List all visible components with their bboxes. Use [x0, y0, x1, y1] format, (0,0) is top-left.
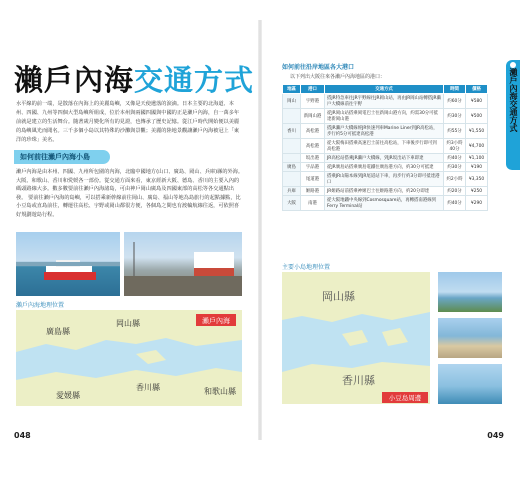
- cell-area: 岡山: [283, 94, 301, 109]
- body-paragraph: 瀨戶內海是由本州、四國、九州所包圍的內海，北臨中國地方(山口、廣島、岡山、兵庫)縣的外海。大阪、和歌山、香川和愛媛各一部份。從交通方面來看，東京經新大阪、德島、香川的主要入內的碼頭路線大多。數多數要前往瀨戶內海諸島，可由神戶岡山廣島及四國東部的高松等各交通點出發。 要前往瀨戶內海的島嶼，可以搭乘新幹線前往岡山、廣島、福山等地為島旅行的起點據點，比小豆島或直島前往，轉運往高松、宇野或岡山都很方便，各個島之間也有渡輪航線往返，可依照喜好規劃遊島行程。: [16, 169, 244, 218]
- route-table: [282, 84, 488, 211]
- cell-desc: 搭JR瀨戶大橋線經JR快速列車Marine Liner到JR高松站，步行約5分可抵達高松港: [325, 124, 444, 139]
- cell-port: 高松港: [301, 139, 325, 154]
- cell-area: 兵庫: [283, 187, 301, 196]
- seto-map-illustration: [16, 310, 242, 406]
- cell-area: 廣島: [283, 163, 301, 172]
- ferry-illustration: [16, 232, 120, 296]
- table-row: [283, 196, 488, 211]
- cell-area: 香川: [283, 124, 301, 139]
- cell-port: 宇品港: [301, 163, 325, 172]
- header-port: 港口: [301, 85, 325, 94]
- ferry-photo: [16, 232, 120, 296]
- cell-price: ¥4,700: [466, 139, 488, 154]
- cell-port: 尾道港: [301, 172, 325, 187]
- cell-time: 約2小時: [444, 172, 466, 187]
- seto-map: [16, 310, 242, 406]
- islands-map: [282, 272, 430, 404]
- cell-area: [283, 154, 301, 163]
- table-row: [283, 124, 488, 139]
- harbor-photo: [124, 232, 242, 296]
- island-photo-3: [438, 364, 502, 404]
- map-tag-seto: 瀨戶內海: [202, 317, 230, 325]
- cell-desc: 從大阪地鐵中央線到Cosmosquare站，再轉搭南港線到Ferry Terminal站: [325, 196, 444, 211]
- table-row: [283, 163, 488, 172]
- map-okayama: 岡山縣: [116, 319, 140, 328]
- map-tag-shodoshima: 小豆島周邊: [388, 394, 422, 402]
- cell-time: 約40分: [444, 196, 466, 211]
- page-number-right: 049: [487, 431, 504, 440]
- cell-time: 約30分: [444, 109, 466, 124]
- cell-time: 約30分: [444, 163, 466, 172]
- title-cyan: 交通方式: [134, 63, 255, 97]
- cell-desc: 從大阪梅田搭乘高速巴士前往高松站，下車後步行即可到高松港: [325, 139, 444, 154]
- right-section-title: 如何前往沿岸地區各大港口: [282, 64, 355, 71]
- map-wakayama: 和歌山縣: [204, 387, 236, 396]
- chapter-side-title: 瀨戶內海交通方式: [509, 68, 518, 132]
- cell-desc: 從JR岡山站搭乘岡電巴士往新岡山港方向，約需30分可抵達新岡山港: [325, 109, 444, 124]
- cell-time: 約20分: [444, 187, 466, 196]
- cell-port: 宇野港: [301, 94, 325, 109]
- map-kagawa-r: 香川縣: [342, 374, 375, 387]
- cell-port: 新岡山港: [301, 109, 325, 124]
- cell-price: ¥250: [466, 187, 488, 196]
- cell-area: [283, 139, 301, 154]
- map-okayama-r: 岡山縣: [322, 290, 355, 303]
- cell-price: ¥290: [466, 196, 488, 211]
- map-label-left: 瀨戶內海地理位置: [16, 302, 65, 309]
- header-desc: 交通方式: [325, 85, 444, 94]
- island-photo-2: [438, 318, 502, 358]
- table-row: [283, 187, 488, 196]
- page-title: [14, 58, 254, 99]
- right-page: [260, 0, 520, 500]
- cell-port: 姬路港: [301, 187, 325, 196]
- cell-time: 約60分: [444, 94, 466, 109]
- table-row: [283, 172, 488, 187]
- cell-area: [283, 172, 301, 187]
- right-subtitle: 以下列出大阪往來各瀨戶內海地區的港口：: [290, 74, 386, 80]
- map-kagawa: 香川縣: [136, 383, 160, 392]
- title-black: 瀨戶內海: [14, 63, 135, 97]
- map-hiroshima: 廣島縣: [46, 327, 70, 336]
- cell-desc: JR姬路站前搭乘神姬巴士往姬路港方向，約20分即達: [325, 187, 444, 196]
- cell-price: ¥580: [466, 94, 488, 109]
- intro-paragraph: 水平線的前一端，是散落在內海上的美麗島嶼，又像是天使遺落的淚滴。日本主要的北海道、本州、四國、九州等四個大型島嶼所組成，位於本州與兩國四國與中國的正是瀨戶內海，自一萬多年前就是建立的生活舞台。隨著歲月變化所有的見證，也傳承了歷史記憶。從江戶時代開始便以美麗的島嶼風光而聞名。三千多個小島以其特殊的沙灘與景觀；美麗的陸地景觀讓瀨戶內海被冠上「東洋的珍珠」美名。: [16, 101, 240, 143]
- cell-port: 高松港: [301, 124, 325, 139]
- table-row: [283, 109, 488, 124]
- right-map-label: 主要小島地理位置: [282, 264, 331, 271]
- harbor-illustration: [124, 232, 242, 296]
- cell-port: 坂出港: [301, 154, 325, 163]
- cell-desc: 搭JR特急車往JR宇野線往JR岡山站，再由JR岡山站轉搭JR瀨戶大橋線前往宇野: [325, 94, 444, 109]
- cell-price: ¥500: [466, 109, 488, 124]
- cell-time: 約55分: [444, 124, 466, 139]
- cell-desc: 從JR廣島站搭乘廣島電鐵往廣島港方向，約30分可抵達: [325, 163, 444, 172]
- cell-time: 約40分: [444, 154, 466, 163]
- cell-port: 南港: [301, 196, 325, 211]
- island-photo-1: [438, 272, 502, 312]
- cell-price: ¥1,550: [466, 124, 488, 139]
- page-number-left: 048: [14, 431, 31, 440]
- islands-map-illustration: [282, 272, 430, 404]
- cell-desc: 搭乘JR山陽本線到JR尾道站下車，再步行約3分即可抵達港口: [325, 172, 444, 187]
- table-row: [283, 154, 488, 163]
- cell-area: 大阪: [283, 196, 301, 211]
- table-header-row: [283, 85, 488, 94]
- table-row: [283, 139, 488, 154]
- header-time: 時間: [444, 85, 466, 94]
- cell-price: ¥3,350: [466, 172, 488, 187]
- cell-area: [283, 109, 301, 124]
- section-title: 如何前往瀨戶內海小島: [14, 150, 110, 164]
- cell-time: 約3小時40分: [444, 139, 466, 154]
- table-row: [283, 94, 488, 109]
- header-price: 價格: [466, 85, 488, 94]
- cell-price: ¥1,100: [466, 154, 488, 163]
- header-area: 地區: [283, 85, 301, 94]
- cell-desc: JR高松站搭乘JR瀨戶大橋線，到JR坂出站下車即達: [325, 154, 444, 163]
- map-ehime: 愛媛縣: [56, 391, 80, 400]
- cell-price: ¥190: [466, 163, 488, 172]
